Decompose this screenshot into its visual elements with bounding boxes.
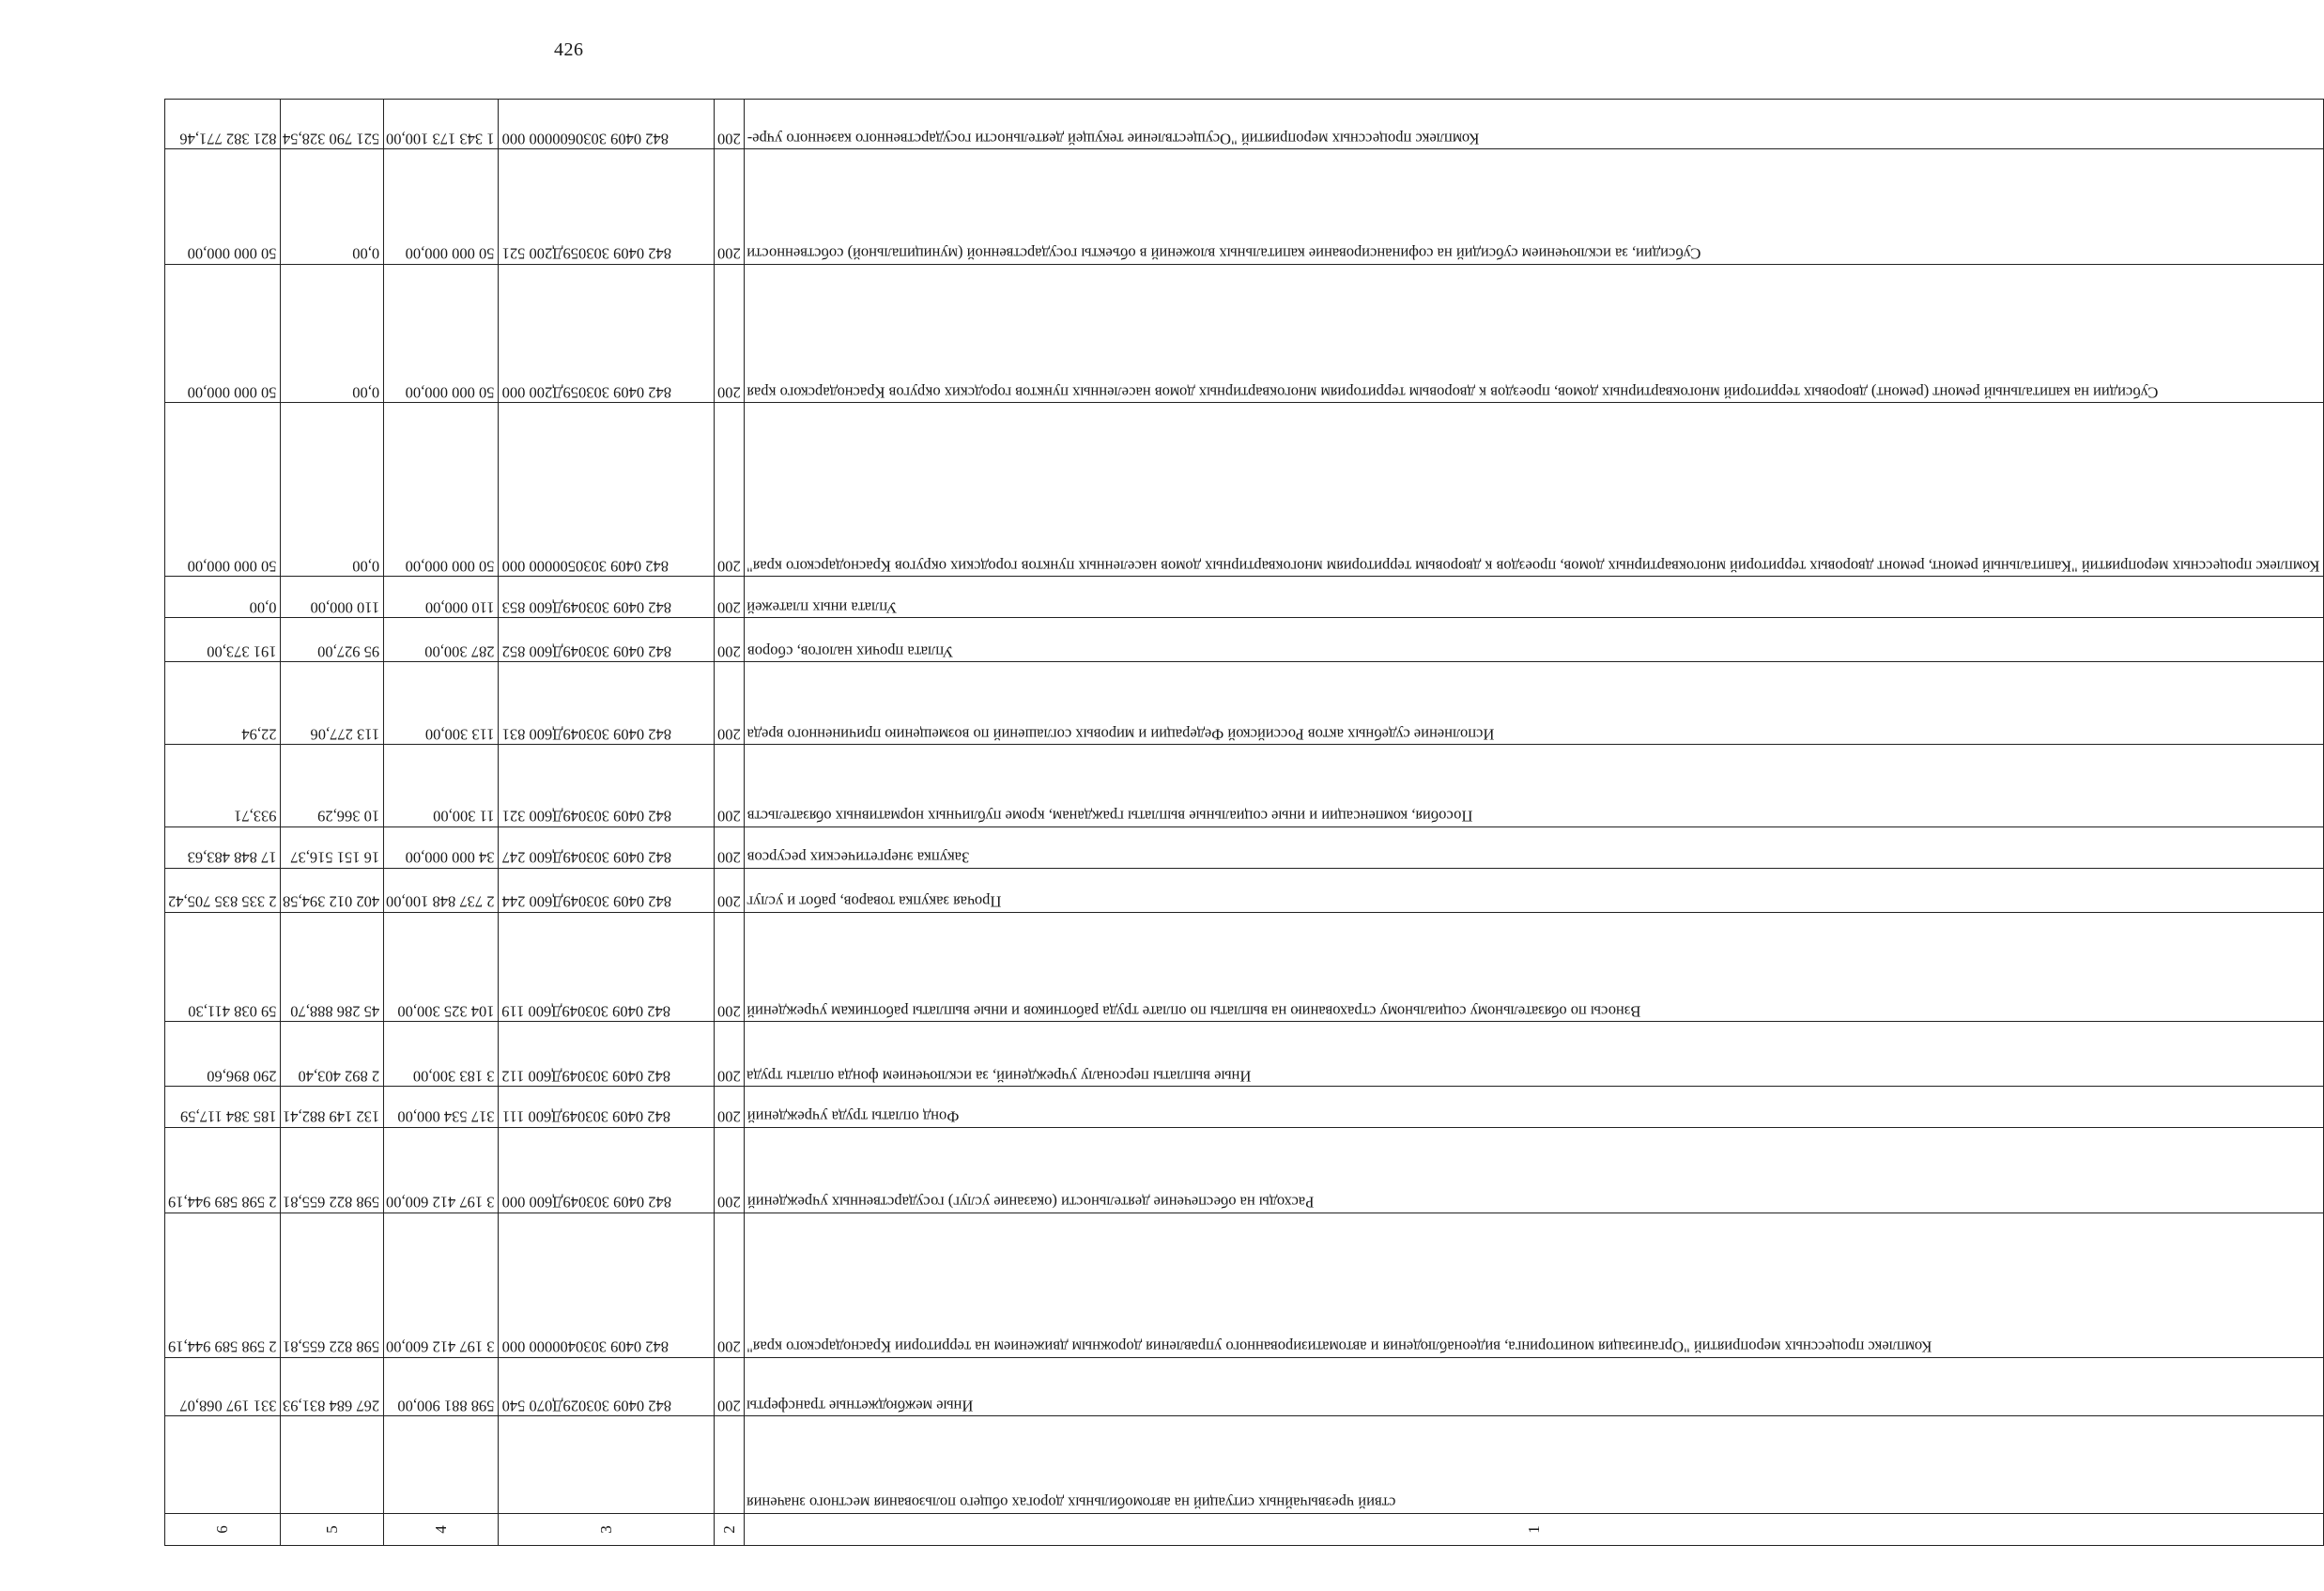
table-cell-name: Взносы по обязательному социальному страхованию на выплаты по оплате труда работников и иные выплаты работникам учреждений [744, 912, 2323, 1021]
table-cell-v6: 59 038 411,30 [165, 912, 281, 1021]
table-cell-v5: 598 822 655,81 [280, 1128, 383, 1213]
table-cell-v5: 95 927,00 [280, 618, 383, 662]
table-cell-v6: 2 598 589 944,19 [165, 1128, 281, 1213]
table-cell-name: Комплекс процессных мероприятий "Организация мониторинга, видеонаблюдения и автоматизированного управления дорожным движением на территории Краснодарского края" [744, 1213, 2323, 1357]
table-cell-code: 842 0409 3030600000 000 [499, 100, 715, 149]
table-cell-admin: 200 [715, 1022, 745, 1087]
table-cell-name: Исполнение судебных актов Российской Федерации и мировых соглашений по возмещению причиненного вреда [744, 662, 2323, 745]
table-cell-code: 842 0409 303059Д200 521 [499, 149, 715, 264]
column-band-2 [715, 100, 745, 1546]
table-cell-name: Прочая закупка товаров, работ и услуг [744, 868, 2323, 912]
table-cell-admin: 200 [715, 868, 745, 912]
column-header: 1 [744, 1514, 2323, 1546]
column-band-6 [165, 100, 281, 1546]
table-cell-v4: 1 343 173 100,00 [383, 100, 499, 149]
table-cell-code: 842 0409 303049Д600 119 [499, 912, 715, 1021]
table-cell-v4: 110 000,00 [383, 577, 499, 618]
column-header: 3 [499, 1514, 715, 1546]
table-cell-v6: 191 373,00 [165, 618, 281, 662]
table-cell-v4: 113 300,00 [383, 662, 499, 745]
table-cell-name: Уплата прочих налогов, сборов [744, 618, 2323, 662]
table-cell-v5: 2 892 403,40 [280, 1022, 383, 1087]
table-cell-name: Иные выплаты персоналу учреждений, за исключением фонда оплаты труда [744, 1022, 2323, 1087]
table-cell-admin: 200 [715, 618, 745, 662]
table-cell-code: 842 0409 303049Д600 247 [499, 827, 715, 869]
page-number: 426 [554, 39, 584, 60]
table-cell-v6: 17 848 483,63 [165, 827, 281, 869]
table-cell-admin: 200 [715, 577, 745, 618]
table-cell-v5: 110 000,00 [280, 577, 383, 618]
table-cell-admin: 200 [715, 100, 745, 149]
table-cell-v5: 402 012 394,58 [280, 868, 383, 912]
column-header: 6 [165, 1514, 281, 1546]
table-cell-v6: 821 382 771,46 [165, 100, 281, 149]
table-cell-v6: 0,00 [165, 577, 281, 618]
table-cell-v4: 3 183 300,00 [383, 1022, 499, 1087]
table-cell-name: Пособия, компенсации и иные социальные выплаты гражданам, кроме публичных нормативных обязательств [744, 745, 2323, 827]
table-cell-v4: 50 000 000,00 [383, 403, 499, 577]
table-cell-v6: 933,71 [165, 745, 281, 827]
table-cell-name: Фонд оплаты труда учреждений [744, 1087, 2323, 1128]
table-cell-admin: 200 [715, 149, 745, 264]
table-cell-v5: 0,00 [280, 149, 383, 264]
table-cell-name: Комплекс процессных мероприятий "Капитальный ремонт, ремонт дворовых территорий многоквартирных домов, проездов к дворовым территориям многоквартирных домов населенных пунктов городских округов Краснодарского края" [744, 403, 2323, 577]
table-cell-admin: 200 [715, 1357, 745, 1416]
table-cell-v4: 598 881 900,00 [383, 1357, 499, 1416]
table-cell-name: Субсидии на капитальный ремонт (ремонт) дворовых территорий многоквартирных домов, проездов к дворовым территориям многоквартирных домов населенных пунктов городских округов Краснодарского края [744, 264, 2323, 402]
table-cell-v4 [383, 1416, 499, 1514]
table-cell-v6: 2 335 835 705,42 [165, 868, 281, 912]
table-cell-admin: 200 [715, 1128, 745, 1213]
table-cell-v6: 50 000 000,00 [165, 149, 281, 264]
table-cell-v4: 104 325 300,00 [383, 912, 499, 1021]
column-band-1 [744, 100, 2323, 1546]
table-cell-name: ствий чрезвычайных ситуаций на автомобильных дорогах общего пользования местного значения [744, 1416, 2323, 1514]
table-cell-code: 842 0409 303049Д600 853 [499, 577, 715, 618]
column-header: 5 [280, 1514, 383, 1546]
column-band-4 [383, 100, 499, 1546]
table-cell-v5: 16 151 516,37 [280, 827, 383, 869]
table-cell-v4: 2 737 848 100,00 [383, 868, 499, 912]
table-cell-v6: 185 384 117,59 [165, 1087, 281, 1128]
table-cell-code [499, 1416, 715, 1514]
table-cell-code: 842 0409 303049Д600 831 [499, 662, 715, 745]
table-cell-v4: 50 000 000,00 [383, 264, 499, 402]
table-cell-v4: 287 300,00 [383, 618, 499, 662]
table-cell-v4: 34 000 000,00 [383, 827, 499, 869]
table-cell-v5: 45 286 888,70 [280, 912, 383, 1021]
table-cell-v5: 132 149 882,41 [280, 1087, 383, 1128]
table-cell-v6: 331 197 068,07 [165, 1357, 281, 1416]
column-band-3 [499, 100, 715, 1546]
table-cell-v4: 11 300,00 [383, 745, 499, 827]
table-cell-v5: 521 790 328,54 [280, 100, 383, 149]
table-cell-v4: 3 197 412 600,00 [383, 1128, 499, 1213]
table-cell-v4: 50 000 000,00 [383, 149, 499, 264]
table-cell-v5: 0,00 [280, 403, 383, 577]
table-cell-code: 842 0409 303049Д600 321 [499, 745, 715, 827]
table-cell-name: Комплекс процессных мероприятий "Осуществление текущей деятельности государственного казенного учре- [744, 100, 2323, 149]
table-cell-admin: 200 [715, 1087, 745, 1128]
table-cell-v6: 50 000 000,00 [165, 403, 281, 577]
table-cell-code: 842 0409 303049Д600 111 [499, 1087, 715, 1128]
table-cell-name: Иные межбюджетные трансферты [744, 1357, 2323, 1416]
table-cell-v5: 113 277,06 [280, 662, 383, 745]
table-cell-name: Расходы на обеспечение деятельности (оказание услуг) государственных учреждений [744, 1128, 2323, 1213]
rotated-table-container [164, 100, 2321, 1546]
table-cell-code: 842 0409 303049Д600 244 [499, 868, 715, 912]
table-cell-admin: 200 [715, 912, 745, 1021]
column-band-5 [280, 100, 383, 1546]
table-cell-v5: 598 822 655,81 [280, 1213, 383, 1357]
column-header: 2 [715, 1514, 745, 1546]
table-cell-v6 [165, 1416, 281, 1514]
table-cell-v5: 267 684 831,93 [280, 1357, 383, 1416]
table-cell-v6: 50 000 000,00 [165, 264, 281, 402]
column-header: 4 [383, 1514, 499, 1546]
table-cell-code: 842 0409 303049Д600 000 [499, 1128, 715, 1213]
table-cell-v5 [280, 1416, 383, 1514]
table-cell-admin: 200 [715, 403, 745, 577]
table-cell-v6: 2 598 589 944,19 [165, 1213, 281, 1357]
table-cell-code: 842 0409 303049Д600 852 [499, 618, 715, 662]
table-cell-v4: 317 534 000,00 [383, 1087, 499, 1128]
table-cell-v4: 3 197 412 600,00 [383, 1213, 499, 1357]
table-cell-code: 842 0409 303059Д200 000 [499, 264, 715, 402]
table-cell-code: 842 0409 303029Д070 540 [499, 1357, 715, 1416]
table-cell-admin: 200 [715, 264, 745, 402]
table-cell-admin: 200 [715, 827, 745, 869]
table-cell-code: 842 0409 3030500000 000 [499, 403, 715, 577]
table-cell-admin [715, 1416, 745, 1514]
table-cell-name: Закупка энергетических ресурсов [744, 827, 2323, 869]
table-cell-admin: 200 [715, 662, 745, 745]
budget-table [164, 99, 2324, 1546]
table-cell-code: 842 0409 303049Д600 112 [499, 1022, 715, 1087]
table-cell-v5: 0,00 [280, 264, 383, 402]
table-cell-admin: 200 [715, 1213, 745, 1357]
table-cell-v6: 290 896,60 [165, 1022, 281, 1087]
table-cell-name: Субсидии, за исключением субсидий на софинансирование капитальных вложений в объекты государственной (муниципальной) собственности [744, 149, 2323, 264]
table-cell-code: 842 0409 3030400000 000 [499, 1213, 715, 1357]
table-cell-v5: 10 366,29 [280, 745, 383, 827]
table-cell-v6: 22,94 [165, 662, 281, 745]
table-cell-admin: 200 [715, 745, 745, 827]
table-cell-name: Уплата иных платежей [744, 577, 2323, 618]
